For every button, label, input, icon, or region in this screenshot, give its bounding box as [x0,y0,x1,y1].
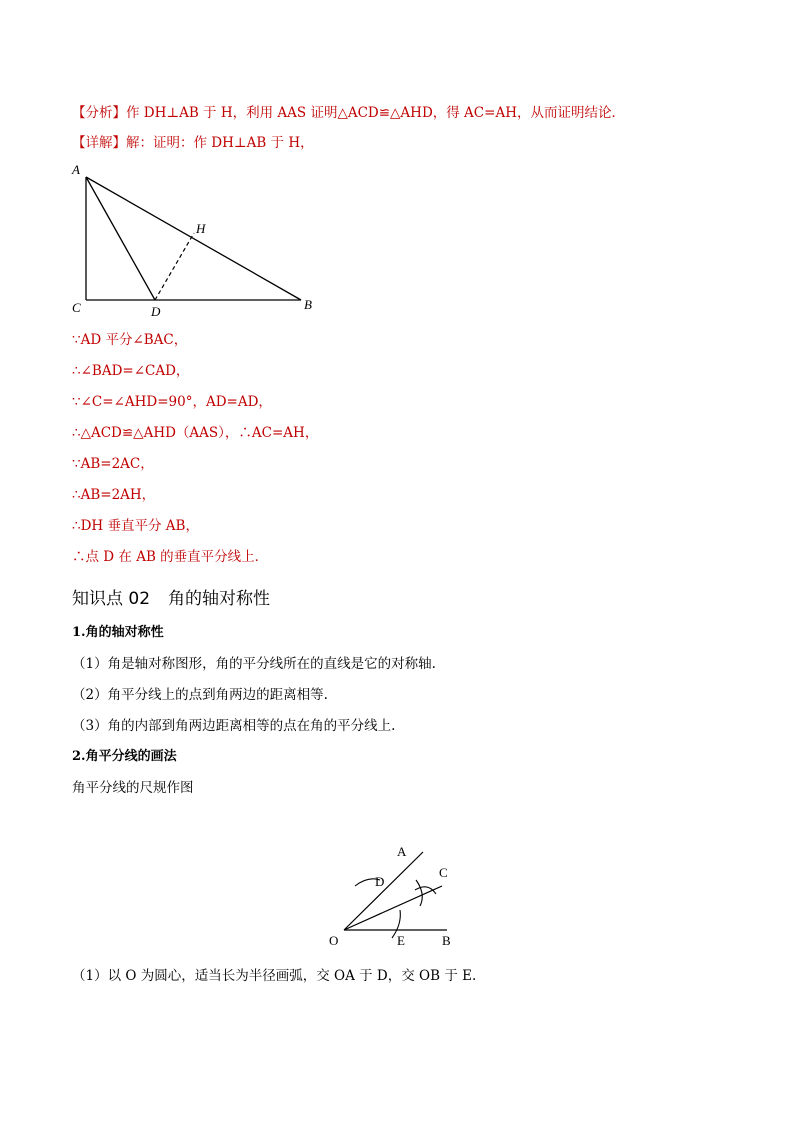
section-heading [72,584,270,609]
label-c: C [439,865,448,880]
ray-oc [344,886,442,930]
analysis-text: 作 DH⊥AB 于 H，利用 AAS 证明△ACD≌△AHD，得 AC=AH，从而证明结论． [126,105,625,121]
construction-step: （1）以 O 为圆心，适当长为半径画弧，交 OA 于 D，交 OB 于 E. [72,968,477,984]
subsection-title: 1.角的轴对称性 [72,625,164,640]
list-item: （1）角是轴对称图形，角的平分线所在的直线是它的对称轴. [72,656,436,672]
proof-step: ∴△ACD≌△AHD（AAS），∴AC=AH， [72,425,319,441]
arc-intersection-1 [416,880,422,906]
detail-line [72,134,314,152]
analysis-tag: 【分析】 [72,105,126,121]
label-c: C [72,300,81,315]
list-item: （2）角平分线上的点到角两边的距离相等. [72,687,328,703]
segment-dh-dashed [155,233,194,300]
figure-caption: 角平分线的尺规作图 [72,780,194,796]
label-h: H [196,221,206,236]
list-item: （3）角的内部到角两边距离相等的点在角的平分线上. [72,718,396,734]
label-a: A [397,844,407,859]
triangle-figure [66,160,326,320]
detail-tag: 【详解】 [72,135,126,151]
proof-step: ∴DH 垂直平分 AB， [72,518,199,534]
section-name: 角的轴对称性 [168,589,271,609]
proof-step: ∴∠BAD=∠CAD， [72,363,190,379]
section-number: 知识点 02 [72,589,151,609]
side-ab [86,177,301,300]
label-b: B [304,297,312,312]
proof-step: ∴点 D 在 AB 的垂直平分线上． [72,549,269,565]
subsection-title: 2.角平分线的画法 [72,749,177,764]
proof-step: ∵AD 平分∠BAC， [72,332,188,348]
segment-ad [86,177,155,300]
label-d: D [151,304,161,319]
angle-bisector-figure [320,838,470,952]
label-b: B [442,933,451,948]
label-a: A [72,162,80,177]
detail-text: 解：证明：作 DH⊥AB 于 H， [126,135,314,151]
analysis-line [72,104,625,122]
label-o: O [329,933,339,948]
proof-step: ∴AB=2AH， [72,487,156,503]
proof-step: ∵AB=2AC， [72,456,154,472]
label-e: E [397,933,405,948]
label-d: D [375,874,385,889]
ray-oa [344,852,423,930]
proof-step: ∵∠C=∠AHD=90°，AD=AD， [72,394,272,410]
